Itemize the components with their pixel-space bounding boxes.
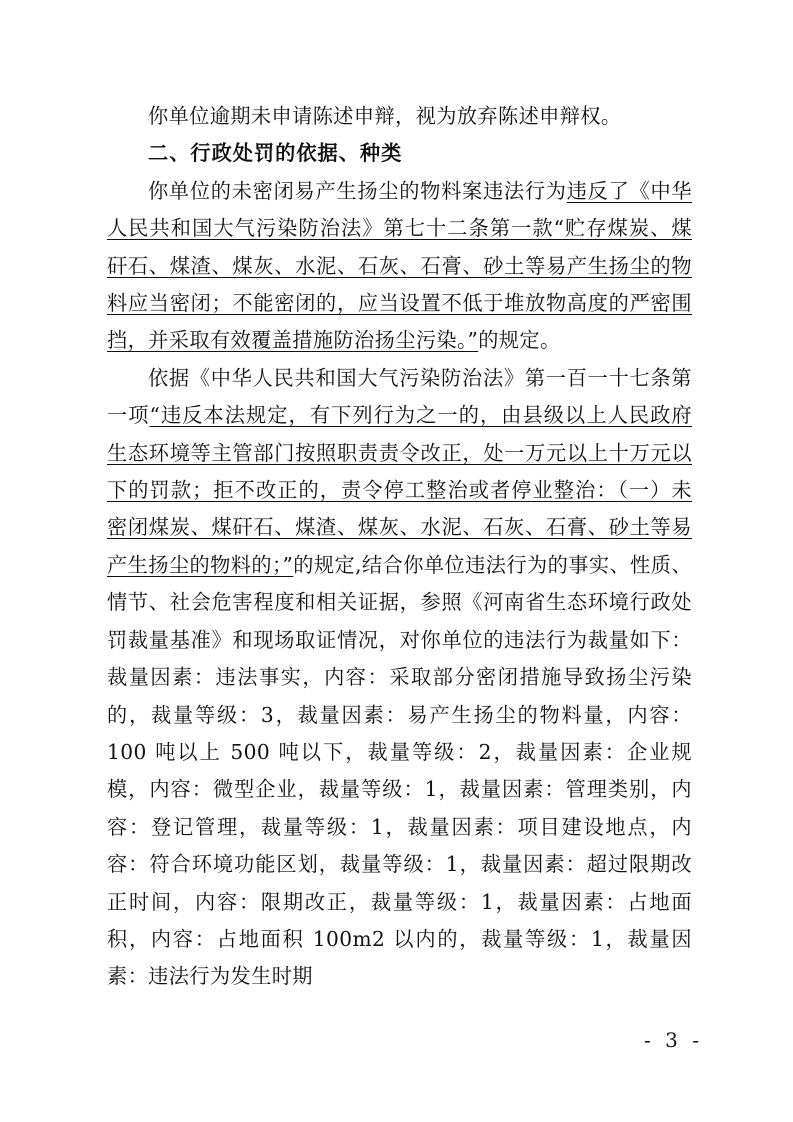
paragraph-text: 的规定。 <box>478 328 561 353</box>
paragraph-text: 依据《中华人民共和国大气污染防治法》第一百一十七条第一项 <box>107 365 692 428</box>
paragraph-text: 的规定,结合你单位违法行为的事实、性质、情节、社会危害程度和相关证据，参照《河南省生态环境行政处罚裁量基准》和现场取证情况，对你单位的违法行为裁量如下：裁量因素：违法事实，内容：采取部分密闭措施导致扬尘污染的，裁量等级：3，裁量因素：易产生扬尘的物料量，内容：100 吨以上 500 吨以下，裁量等级：2，裁量因素：企业规模，内容：微型企业，裁量等级：1，裁量因素：管理类别，内容：登记管理，裁量等级：1，裁量因素：项目建设地点，内容：符合环境功能区划，裁量等级：1，裁量因素：超过限期改正时间，内容：限期改正，裁量等级：1，裁量因素：占地面积，内容：占地面积 100m2 以内的，裁量等级：1，裁量因素：违法行为发生时期 <box>107 552 692 989</box>
paragraph-violation <box>107 173 692 360</box>
section-heading: 二、行政处罚的依据、种类 <box>148 141 403 166</box>
paragraph-text: 你单位逾期未申请陈述申辩，视为放弃陈述申辩权。 <box>148 104 622 128</box>
underlined-legal-citation: “违反本法规定，有下列行为之一的，由县级以上人民政府生态环境等主管部门按照职责责令改正，处一万元以上十万元以下的罚款；拒不改正的，责令停工整治或者停业整治：（一）未密闭煤炭、煤矸石、煤渣、煤灰、水泥、石灰、石膏、砂土等易产生扬尘的物料的；” <box>107 403 692 577</box>
document-body <box>107 98 692 996</box>
underlined-legal-citation: 违反了《中华人民共和国大气污染防治法》第七十二条第一款“贮存煤炭、煤矸石、煤渣、煤灰、水泥、石灰、石膏、砂土等易产生扬尘的物料应当密闭；不能密闭的，应当设置不低于堆放物高度的严密围挡，并采取有效覆盖措施防治扬尘污染。” <box>107 178 692 353</box>
page-number: - 3 - <box>644 1028 703 1052</box>
paragraph-text: 你单位的未密闭易产生扬尘的物料案违法行为 <box>148 178 567 203</box>
paragraph-penalty-basis <box>107 360 692 996</box>
paragraph-waiver-notice <box>107 98 692 135</box>
